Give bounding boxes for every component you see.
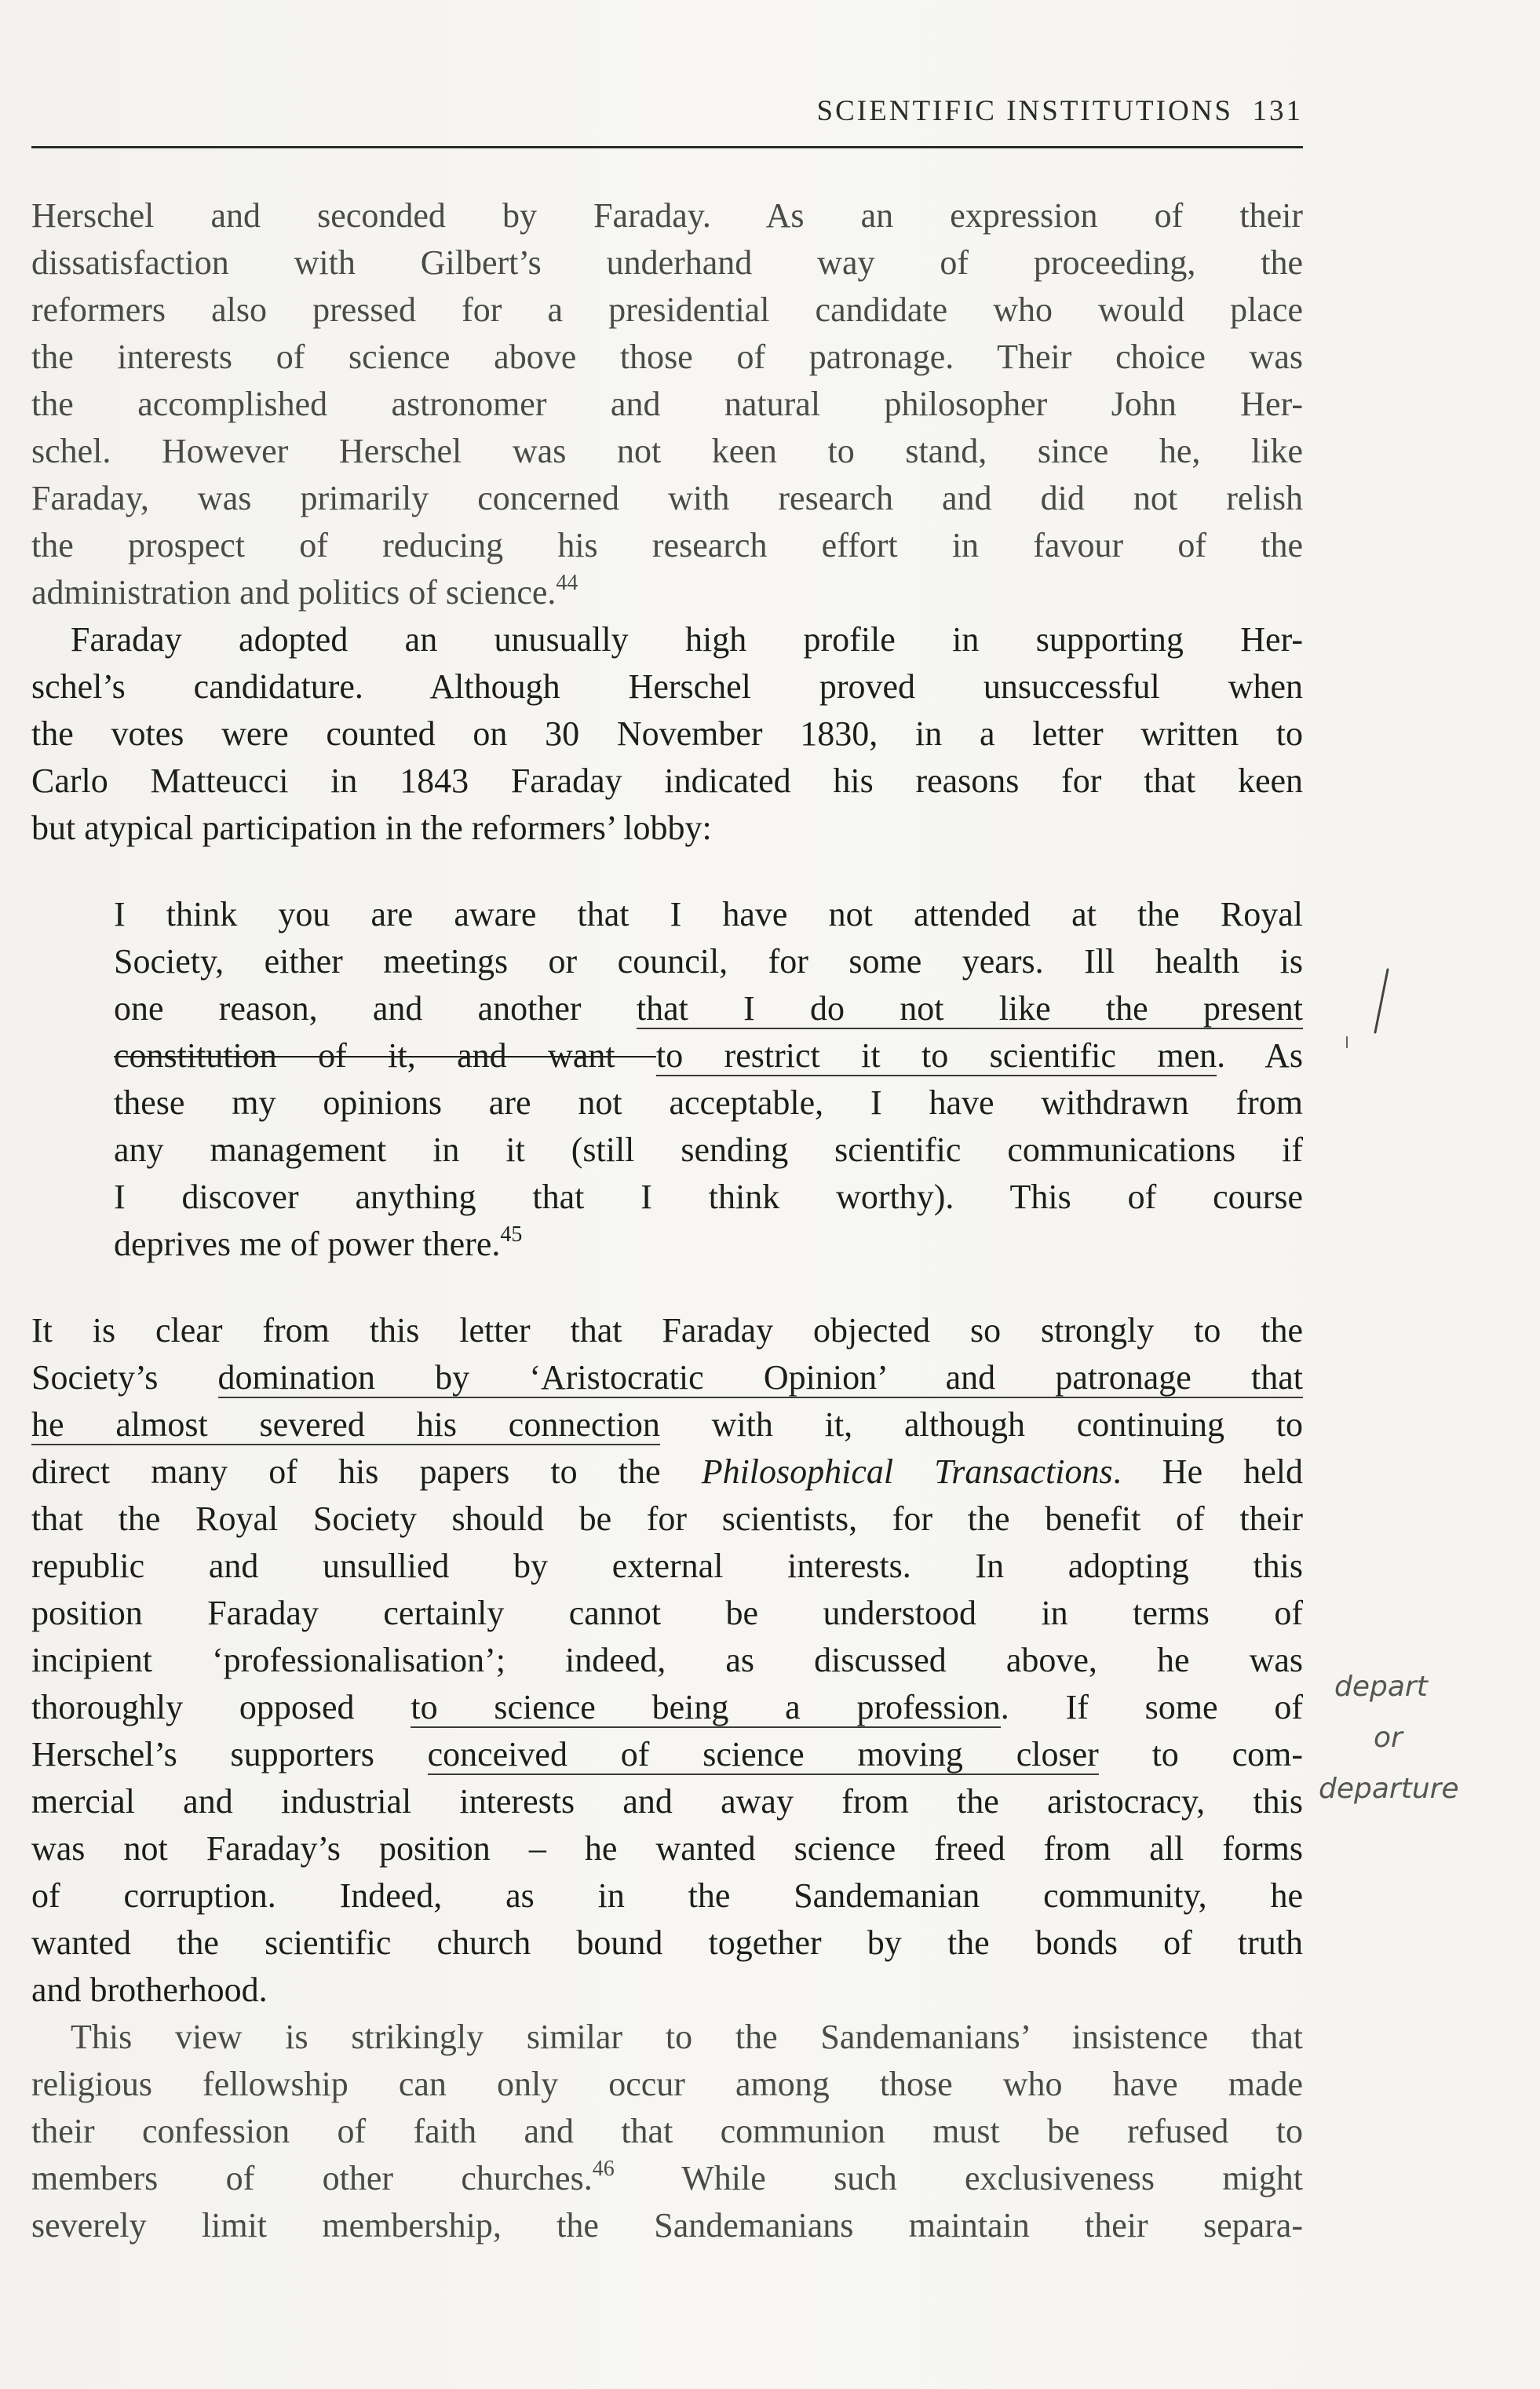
text-line: religious fellowship can only occur among those who have made: [31, 2065, 1303, 2103]
text-segment: . He held: [1112, 1452, 1304, 1491]
body-text: [31, 192, 1303, 2249]
running-head: [817, 94, 1303, 128]
text-line: incipient ‘professionalisation’; indeed, as discussed above, he was: [31, 1641, 1303, 1679]
text-segment: with it, although continuing to: [659, 1405, 1303, 1444]
margin-tick-mark: [1342, 958, 1405, 1068]
underlined-text: conceived of science moving closer: [427, 1735, 1099, 1773]
text-segment: Society’s: [31, 1358, 218, 1397]
quote-line: any management in it (still sending scientific communications if: [114, 1131, 1303, 1169]
text-segment: deprives me of power there.: [114, 1225, 501, 1263]
text-line: Herschel and seconded by Faraday. As an expression of their: [31, 196, 1303, 235]
page-number: 131: [1252, 95, 1303, 127]
paragraph-1: [31, 192, 1303, 616]
underlined-text: domination by ‘Aristocratic Opinion’ and patronage that: [217, 1358, 1303, 1397]
quote-line: [114, 1221, 1303, 1268]
text-line: their confession of faith and that communion must be refused to: [31, 2112, 1303, 2150]
text-line: Carlo Matteucci in 1843 Faraday indicated his reasons for that keen: [31, 762, 1303, 800]
text-segment: administration and politics of science.: [31, 573, 557, 612]
footnote-ref: 46: [592, 2157, 615, 2181]
paragraph-4: [31, 2014, 1303, 2249]
quote-line: I think you are aware that I have not attended at the Royal: [114, 895, 1303, 933]
margin-note-line: departure: [1319, 1773, 1459, 1805]
paragraph-3: [31, 1307, 1303, 2014]
text-line: It is clear from this letter that Faraday objected so strongly to the: [31, 1311, 1303, 1350]
quote-line: [114, 985, 1303, 1032]
footnote-ref: 45: [500, 1222, 523, 1247]
text-line: wanted the scientific church bound together by the bonds of truth: [31, 1923, 1303, 1962]
text-segment: direct many of his papers to the: [31, 1452, 702, 1491]
text-line: [31, 569, 1303, 616]
text-segment: one reason, and another: [114, 989, 637, 1028]
text-line: schel’s candidature. Although Herschel proved unsuccessful when: [31, 667, 1303, 706]
margin-note-line: or: [1374, 1722, 1403, 1754]
text-line: [31, 1731, 1303, 1778]
text-line: dissatisfaction with Gilbert’s underhand way of proceeding, the: [31, 243, 1303, 282]
text-line: Faraday adopted an unusually high profile in supporting Her-: [71, 620, 1303, 659]
footnote-ref: 44: [556, 571, 578, 595]
text-line: [31, 1448, 1303, 1496]
text-segment: . As: [1217, 1036, 1303, 1075]
block-quote: [31, 891, 1303, 1268]
running-head-title: SCIENTIFIC INSTITUTIONS: [816, 95, 1233, 127]
text-segment: members of other churches.: [31, 2159, 593, 2197]
struck-text: constitution of it, and want: [114, 1036, 656, 1075]
underlined-text: he almost severed his connection: [31, 1405, 660, 1444]
underlined-text: that I do not like the present: [636, 989, 1303, 1028]
quote-line: [114, 1032, 1303, 1079]
text-line: the accomplished astronomer and natural philosopher John Her-: [31, 385, 1303, 423]
text-line: the interests of science above those of patronage. Their choice was: [31, 338, 1303, 376]
quote-line: Society, either meetings or council, for some years. Ill health is: [114, 942, 1303, 981]
text-line: mercial and industrial interests and away from the aristocracy, this: [31, 1782, 1303, 1821]
text-line: schel. However Herschel was not keen to stand, since he, like: [31, 432, 1303, 470]
text-line: reformers also pressed for a presidential candidate who would place: [31, 290, 1303, 329]
text-line: and brotherhood.: [31, 1971, 268, 2009]
text-line: the votes were counted on 30 November 1830, in a letter written to: [31, 714, 1303, 753]
text-line: position Faraday certainly cannot be understood in terms of: [31, 1594, 1303, 1632]
text-segment: to com-: [1098, 1735, 1303, 1773]
text-line: of corruption. Indeed, as in the Sandemanian community, he: [31, 1876, 1303, 1915]
page-header: [31, 89, 1303, 148]
underlined-text: to science being a profession: [411, 1688, 1001, 1726]
text-line: [31, 1684, 1303, 1731]
quote-line: I discover anything that I think worthy). This of course: [114, 1178, 1303, 1216]
text-line: [31, 1401, 1303, 1448]
journal-title: Philosophical Transactions: [701, 1452, 1113, 1491]
text-line: that the Royal Society should be for scientists, for the benefit of their: [31, 1500, 1303, 1538]
text-line: [31, 1354, 1303, 1401]
quote-line: these my opinions are not acceptable, I have withdrawn from: [114, 1083, 1303, 1122]
text-segment: Herschel’s supporters: [31, 1735, 428, 1773]
margin-note-line: depart: [1334, 1671, 1428, 1703]
text-segment: thoroughly opposed: [31, 1688, 411, 1726]
text-line: severely limit membership, the Sandemanians maintain their separa-: [31, 2206, 1303, 2245]
text-line: Faraday, was primarily concerned with research and did not relish: [31, 479, 1303, 517]
text-segment: While such exclusiveness might: [614, 2159, 1303, 2197]
text-line: the prospect of reducing his research effort in favour of the: [31, 526, 1303, 564]
text-line: but atypical participation in the reformers’ lobby:: [31, 809, 712, 847]
paragraph-2: [31, 616, 1303, 852]
text-line: This view is strikingly similar to the Sandemanians’ insistence that: [71, 2018, 1303, 2056]
text-line: republic and unsullied by external interests. In adopting this: [31, 1547, 1303, 1585]
text-line: was not Faraday’s position – he wanted science freed from all forms: [31, 1829, 1303, 1868]
text-line: [31, 2155, 1303, 2202]
underlined-text: to restrict it to scientific men: [655, 1036, 1217, 1075]
text-segment: . If some of: [1000, 1688, 1303, 1726]
handwritten-margin-note: [1319, 1657, 1531, 1845]
